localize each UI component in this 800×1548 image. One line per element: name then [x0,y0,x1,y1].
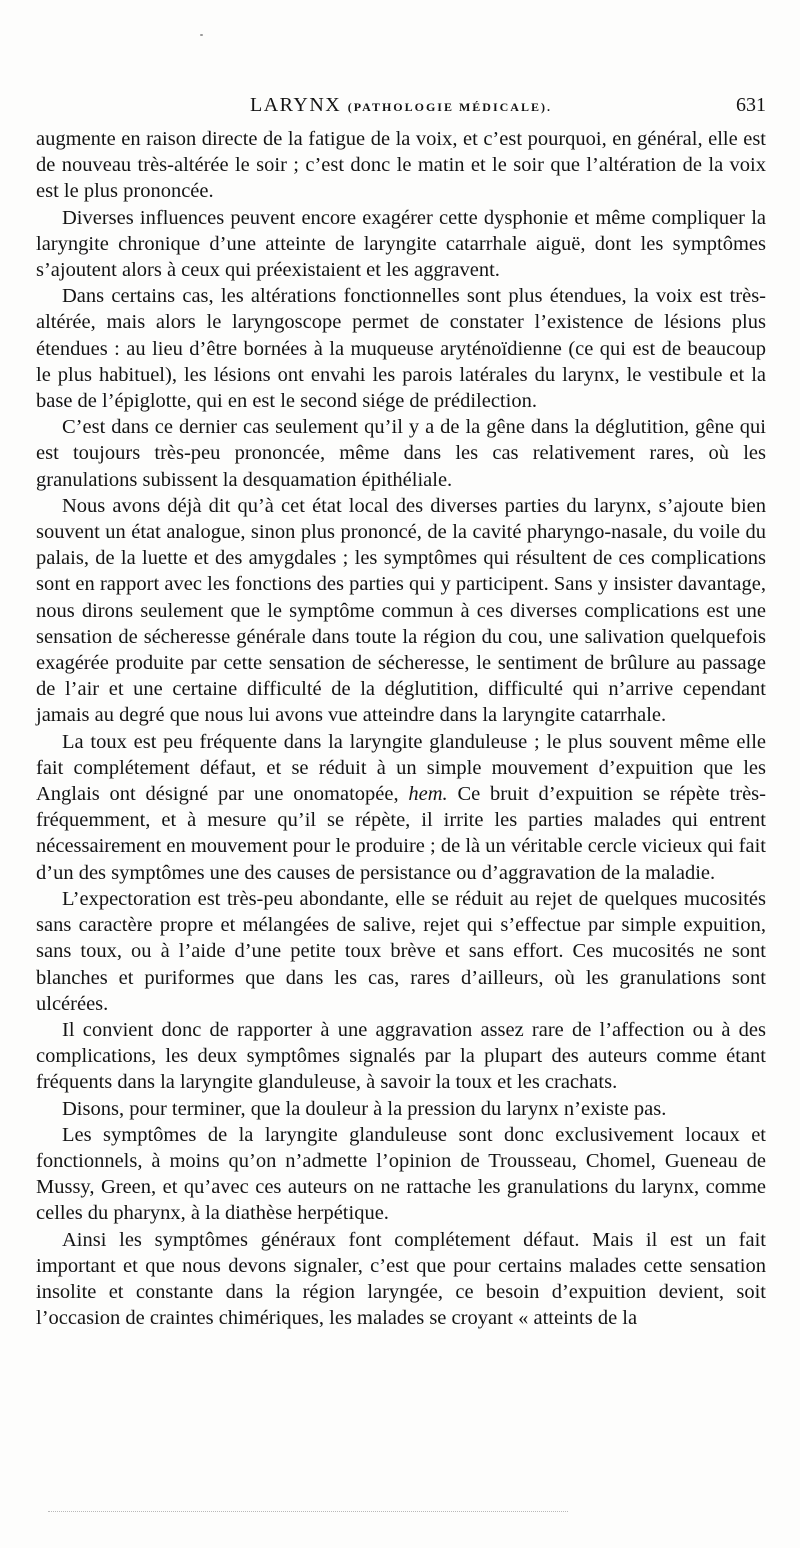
running-head-subtitle: (PATHOLOGIE MÉDICALE). [347,100,552,114]
paragraph [36,414,766,493]
paragraph-text: Disons, pour terminer, que la douleur à la pression du larynx n’existe pas. [62,1097,667,1120]
paragraph [36,729,766,886]
paragraph [36,886,766,1017]
paragraph [36,1227,766,1332]
paragraph [36,283,766,414]
paragraph-text: C’est dans ce dernier cas seulement qu’il y a de la gêne dans la déglutition, gêne qui est toujours très-peu prononcée, même dans les cas relativement rares, où les granulations subissent la desquamation épithéliale. [36,416,766,491]
paragraph-text: Dans certains cas, les altérations fonctionnelles sont plus étendues, la voix est très-altérée, mais alors le laryngoscope permet de constater l’existence de lésions plus étendues : au lieu d’être bornées à la muqueuse aryténoïdienne (ce qui est de beaucoup le plus habituel), les lésions ont envahi les parois latérales du larynx, le vestibule et la base de l’épiglotte, qui en est le second siége de prédilection. [36,285,766,413]
paragraph-text: Nous avons déjà dit qu’à cet état local des diverses parties du larynx, s’ajoute bien souvent un état analogue, sinon plus prononcé, de la cavité pharyngo-nasale, du voile du palais, de la luette et des amygdales ; les symptômes qui résultent de ces complications sont en rapport avec les fonctions des parties qui y participent. Sans y insister davantage, nous dirons seulement que le symptôme commun à ces diverses complications est une sensation de sécheresse générale dans toute la région du cou, une salivation quelquefois exagérée produite par cette sensation de sécheresse, le sentiment de brûlure au passage de l’air et une certaine difficulté de la déglutition, difficulté qui n’arrive cependant jamais au degré que nous lui avons vue atteindre dans la laryngite catarrhale. [36,494,766,727]
paragraph-text: L’expectoration est très-peu abondante, elle se réduit au rejet de quelques mucosités sans caractère propre et mélangées de salive, rejet qui s’effectue par simple expuition, sans toux, ou à l’aide d’une petite toux brève et sans effort. Ces mucosités ne sont blanches et puriformes que dans les cas, rares d’ailleurs, où les granulations sont ulcérées. [36,887,766,1015]
paragraph [36,493,766,729]
paragraph [36,1017,766,1096]
paragraph [36,126,766,205]
paragraph-text: Ainsi les symptômes généraux font complétement défaut. Mais il est un fait important et que nous devons signaler, c’est que pour certains malades cette sensation insolite et constante dans la région laryngée, ce besoin d’expuition devient, soit l’occasion de craintes chimériques, les malades se croyant « atteints de la [36,1228,766,1330]
paragraph [36,1122,766,1227]
paragraph-text: Diverses influences peuvent encore exagérer cette dysphonie et même compliquer la laryngite chronique d’une atteinte de laryngite catarrhale aiguë, dont les symptômes s’ajoutent alors à ceux qui préexistaient et les aggravent. [36,206,766,282]
footer-rule [48,1511,568,1512]
paper-speck [200,34,203,36]
running-head-main: LARYNX [250,94,342,116]
paragraph-text: Il convient donc de rapporter à une aggravation assez rare de l’affection ou à des complications, les deux symptômes signalés par la plupart des auteurs comme étant fréquents dans la laryngite glanduleuse, à savoir la toux et les crachats. [36,1018,766,1094]
paragraph-text: La toux est peu fréquente dans la laryngite glanduleuse ; le plus souvent même elle fait complétement défaut, et se réduit à un simple mouvement d’expuition que les Anglais ont désigné par une onomatopée, [36,730,766,806]
running-header [36,90,766,124]
running-head-title [36,90,766,122]
paragraph-text: Les symptômes de la laryngite glanduleuse sont donc exclusivement locaux et fonctionnels, à moins qu’on n’admette l’opinion de Trousseau, Chomel, Gueneau de Mussy, Green, et qu’avec ces auteurs on ne rattache les granulations du larynx, comme celles du pharynx, à la diathèse herpétique. [36,1123,766,1225]
body-text [36,126,766,1331]
paragraph [36,205,766,284]
italic-term: hem. [408,783,448,806]
page-number: 631 [736,94,766,116]
paragraph [36,1096,766,1122]
paragraph-text: Ce bruit d’expuition se répète très-fréquemment, et à mesure qu’il se répète, il irrite les parties malades qui entrent nécessairement en mouvement pour le produire ; de là un véritable cercle vicieux qui fait d’un des symptômes une des causes de persistance ou d’aggravation de la maladie. [36,783,766,884]
paragraph-text: augmente en raison directe de la fatigue de la voix, et c’est pourquoi, en général, elle est de nouveau très-altérée le soir ; c’est donc le matin et le soir que l’altération de la voix est le plus prononcée. [36,128,766,203]
